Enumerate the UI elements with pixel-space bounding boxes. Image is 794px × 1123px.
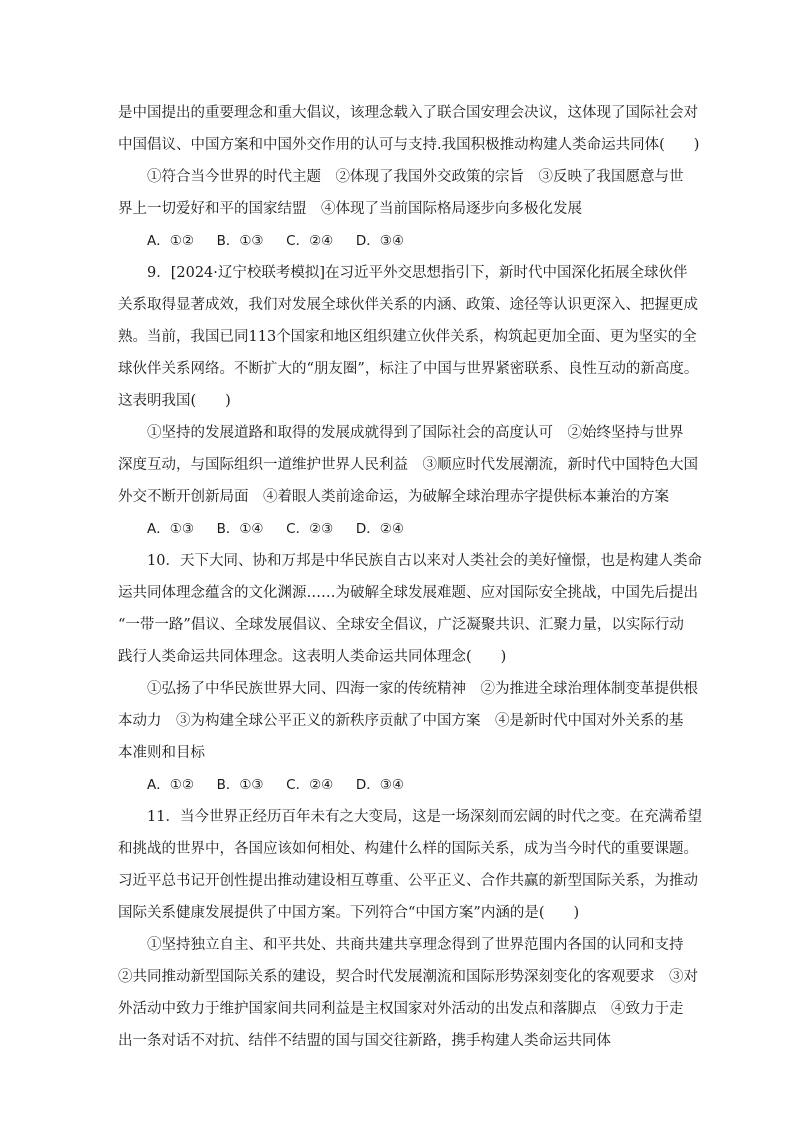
statement-line: 本准则和目标 bbox=[118, 745, 205, 761]
option-c[interactable]: C．②④ bbox=[286, 233, 334, 249]
question-stem-line: 国际关系健康发展提供了中国方案。下列符合“中国方案”内涵的是( ) bbox=[118, 905, 580, 921]
question-stem-line: 关系取得显著成效，我们对发展全球伙伴关系的内涵、政策、途径等认识更深入、把握更成 bbox=[118, 297, 698, 313]
question-10 bbox=[118, 545, 702, 801]
statement-line: ②共同推动新型国际关系的建设，契合时代发展潮流和国际形势深刻变化的客观要求 ③对 bbox=[118, 969, 698, 985]
question-11 bbox=[118, 801, 702, 1057]
option-a[interactable]: A．①② bbox=[147, 777, 194, 793]
option-b[interactable]: B．①③ bbox=[216, 233, 264, 249]
option-c[interactable]: C．②③ bbox=[286, 521, 334, 537]
document-page bbox=[118, 97, 702, 1057]
question-stem-line: 球伙伴关系网络。不断扩大的“朋友圈”，标注了中国与世界紧密联系、良性互动的新高度。 bbox=[118, 361, 699, 377]
option-d[interactable]: D．②④ bbox=[355, 521, 404, 537]
question-stem-line: “一带一路”倡议、全球发展倡议、全球安全倡议，广泛凝聚共识、汇聚力量，以实际行动 bbox=[118, 617, 684, 633]
question-8 bbox=[118, 97, 700, 257]
option-b[interactable]: B．①④ bbox=[216, 521, 264, 537]
option-c[interactable]: C．②④ bbox=[286, 777, 334, 793]
statement-line: 出一条对话不对抗、结伴不结盟的国与国交往新路，携手构建人类命运共同体 bbox=[118, 1033, 611, 1049]
question-stem-line: 运共同体理念蕴含的文化渊源……为破解全球发展难题、应对国际安全挑战，中国先后提出 bbox=[118, 585, 698, 601]
question-9 bbox=[118, 257, 699, 545]
answer-options bbox=[118, 225, 688, 257]
question-stem-line: 践行人类命运共同体理念。这表明人类命运共同体理念( ) bbox=[118, 649, 507, 665]
option-b[interactable]: B．①③ bbox=[216, 777, 264, 793]
statement-line: ①坚持独立自主、和平共处、共商共建共享理念得到了世界范围内各国的认同和支持 bbox=[147, 937, 684, 953]
question-stem-line: 9．[2024·辽宁校联考模拟]在习近平外交思想指引下，新时代中国深化拓展全球伙伴 bbox=[147, 265, 688, 281]
statement-line: 界上一切爱好和平的国家结盟 ④体现了当前国际格局逐步向多极化发展 bbox=[118, 201, 582, 217]
answer-options bbox=[118, 513, 688, 545]
option-d[interactable]: D．③④ bbox=[355, 233, 404, 249]
statement-line: 深度互动，与国际组织一道维护世界人民利益 ③顺应时代发展潮流，新时代中国特色大国 bbox=[118, 457, 698, 473]
statement-line: ①符合当今世界的时代主题 ②体现了我国外交政策的宗旨 ③反映了我国愿意与世 bbox=[147, 169, 684, 185]
question-stem-line: 是中国提出的重要理念和重大倡议，该理念载入了联合国安理会决议，这体现了国际社会对 bbox=[118, 105, 698, 121]
statement-line: 外交不断开创新局面 ④着眼人类前途命运，为破解全球治理赤字提供标本兼治的方案 bbox=[118, 489, 669, 505]
statement-line: 外活动中致力于维护国家间共同利益是主权国家对外活动的出发点和落脚点 ④致力于走 bbox=[118, 1001, 684, 1017]
question-stem-line: 11．当今世界正经历百年未有之大变局，这是一场深刻而宏阔的时代之变。在充满希望 bbox=[147, 809, 702, 825]
question-stem-line: 中国倡议、中国方案和中国外交作用的认可与支持.我国积极推动构建人类命运共同体( ) bbox=[118, 137, 700, 153]
question-stem-line: 10．天下大同、协和万邦是中华民族自古以来对人类社会的美好憧憬，也是构建人类命 bbox=[147, 553, 702, 569]
answer-options bbox=[118, 769, 688, 801]
question-stem-line: 和挑战的世界中，各国应该如何相处、构建什么样的国际关系，成为当今时代的重要课题。 bbox=[118, 841, 698, 857]
statement-line: ①坚持的发展道路和取得的发展成就得到了国际社会的高度认可 ②始终坚持与世界 bbox=[147, 425, 684, 441]
statement-line: 本动力 ③为构建全球公平正义的新秩序贡献了中国方案 ④是新时代中国对外关系的基 bbox=[118, 713, 684, 729]
option-a[interactable]: A．①② bbox=[147, 233, 194, 249]
option-d[interactable]: D．③④ bbox=[355, 777, 404, 793]
question-stem-line: 熟。当前，我国已同113个国家和地区组织建立伙伴关系，构筑起更加全面、更为坚实的全 bbox=[118, 329, 697, 345]
option-a[interactable]: A．①③ bbox=[147, 521, 194, 537]
question-stem-line: 习近平总书记开创性提出推动建设相互尊重、公平正义、合作共赢的新型国际关系，为推动 bbox=[118, 873, 698, 889]
question-stem-line: 这表明我国( ) bbox=[118, 393, 231, 409]
statement-line: ①弘扬了中华民族世界大同、四海一家的传统精神 ②为推进全球治理体制变革提供根 bbox=[147, 681, 698, 697]
